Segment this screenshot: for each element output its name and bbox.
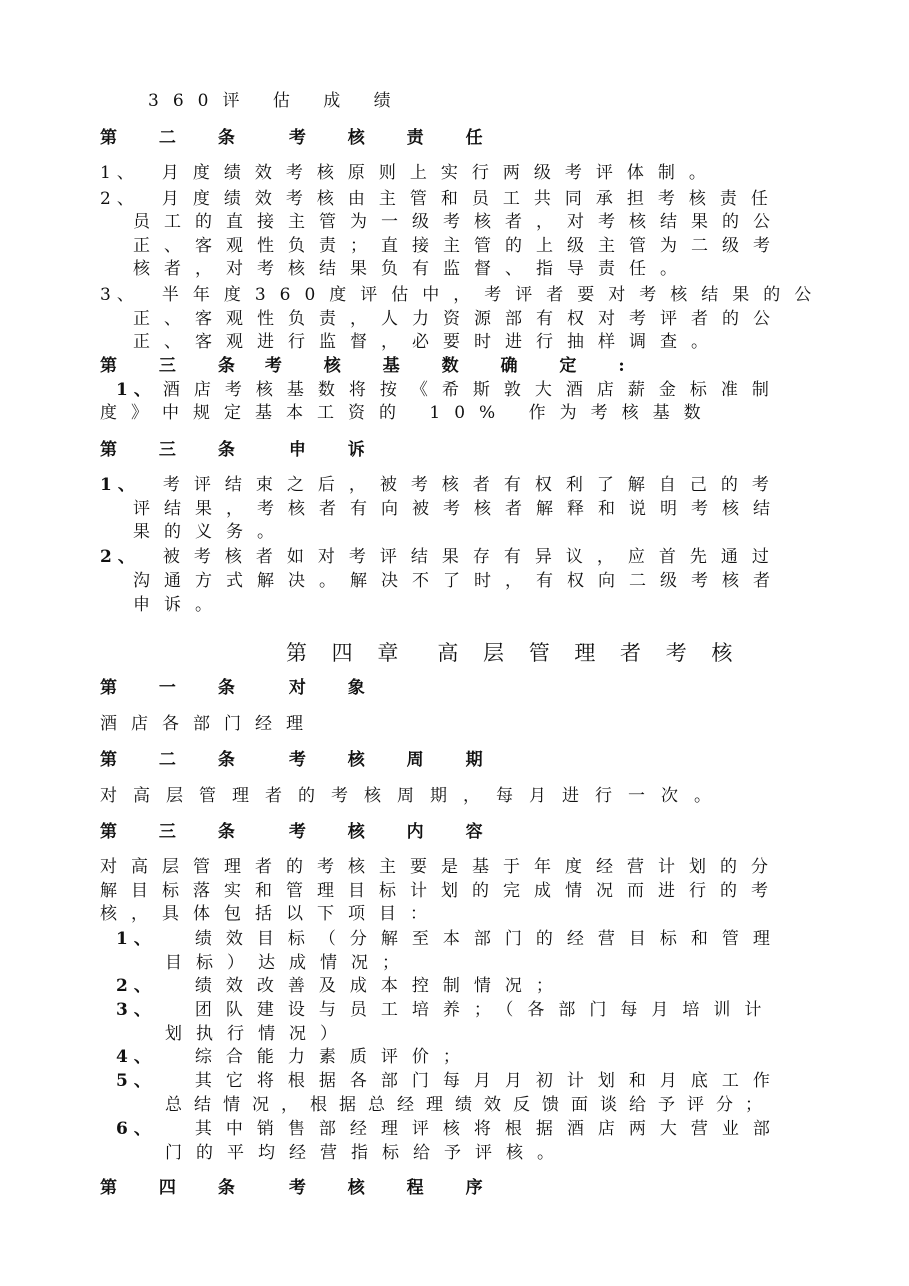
text-line (100, 854, 808, 880)
list-item (116, 926, 808, 952)
list-item (100, 160, 808, 186)
item-number: 4、 (116, 1047, 157, 1067)
article-number: 第 三 条 (100, 356, 253, 376)
text-line (133, 592, 808, 618)
article-title: 申 诉 (288, 440, 383, 460)
article-number: 第 二 条 (100, 128, 253, 148)
item-text: 被考核者如对考评结果存有异议，应首先通过 (162, 547, 783, 567)
list-item (116, 973, 808, 999)
chapter-heading (286, 638, 741, 668)
text-line (133, 519, 808, 545)
list-item (116, 1116, 808, 1142)
list-item (100, 472, 808, 498)
item-number: 3、 (116, 1000, 157, 1020)
article-title: 考 核 责 任 (288, 128, 501, 148)
text-span: 目标）达成情况； (165, 953, 413, 973)
article-title: 考 核 周 期 (288, 750, 501, 770)
article-heading (100, 819, 808, 845)
text-line (133, 209, 808, 235)
article-title: 考 核 内 容 (288, 822, 501, 842)
item-number: 1、 (116, 380, 157, 400)
article-heading (100, 437, 808, 463)
article-title: 考 核 程 序 (288, 1178, 501, 1198)
text-span: 员工的直接主管为一级考核者，对考核结果的公 (133, 212, 784, 232)
list-item (100, 282, 826, 308)
text-span: 正、客观进行监督，必要时进行抽样调查。 (133, 332, 722, 352)
text-line (100, 901, 808, 927)
article-number: 第 三 条 (100, 440, 253, 460)
text-span: 沟通方式解决。解决不了时，有权向二级考核者 (133, 571, 784, 591)
item-text: 月度绩效考核由主管和员工共同承担考核责任 (161, 189, 782, 209)
article-number: 第 二 条 (100, 750, 253, 770)
item-text: 综合能力素质评价； (194, 1047, 474, 1067)
text-span: 核，具体包括以下项目： (100, 904, 441, 924)
article-number: 第 一 条 (100, 678, 253, 698)
chapter-number: 第 四 章 (286, 641, 408, 665)
item-text: 半年度360度评估中，考评者要对考核结果的公 (161, 285, 826, 305)
text-line (148, 88, 856, 114)
text-span: 总结情况，根据总经理绩效反馈面谈给予评分； (165, 1095, 774, 1115)
item-text: 绩效目标（分解至本部门的经营目标和管理 (194, 929, 784, 949)
list-item (116, 1068, 808, 1094)
article-number: 第 四 条 (100, 1178, 253, 1198)
text-line (100, 400, 808, 426)
item-number: 3、 (100, 285, 140, 305)
text-line (165, 1140, 808, 1166)
item-text: 酒店考核基数将按《希斯敦大酒店薪金标准制 (162, 380, 783, 400)
text-span: 门的平均经营指标给予评核。 (165, 1143, 568, 1163)
text-span: 对高层管理者的考核周期，每月进行一次。 (100, 786, 727, 806)
article-title: 考 核 基 数 确 定 : (264, 356, 643, 376)
item-text: 其它将根据各部门每月月初计划和月底工作 (194, 1071, 784, 1091)
text-span: 360评 估 成 绩 (148, 91, 405, 111)
text-line (100, 711, 808, 737)
list-item (116, 997, 808, 1023)
text-span: 酒店各部门经理 (100, 714, 317, 734)
item-number: 6、 (116, 1119, 157, 1139)
list-item (100, 544, 808, 570)
text-span: 对高层管理者的考核主要是基于年度经营计划的分 (100, 857, 782, 877)
text-span: 度》中规定基本工资的 10% 作为考核基数 (100, 403, 715, 423)
article-heading (100, 1175, 808, 1201)
text-line (100, 783, 808, 809)
list-item (116, 1044, 808, 1070)
item-number: 2、 (100, 547, 141, 567)
text-line (133, 329, 808, 355)
article-heading (100, 675, 808, 701)
item-number: 5、 (116, 1071, 157, 1091)
item-text: 其中销售部经理评核将根据酒店两大营业部 (194, 1119, 784, 1139)
text-span: 划执行情况） (165, 1024, 351, 1044)
item-number: 2、 (116, 976, 157, 996)
item-text: 团队建设与员工培养；（各部门每月培训计 (194, 1000, 776, 1020)
chapter-title: 高 层 管 理 者 考 核 (437, 641, 742, 665)
text-span: 正、客观性负责，人力资源部有权对考评者的公 (133, 309, 784, 329)
text-line (133, 256, 808, 282)
item-number: 1、 (116, 929, 157, 949)
text-span: 果的义务。 (133, 522, 288, 542)
item-text: 月度绩效考核原则上实行两级考评体制。 (161, 163, 720, 183)
text-span: 解目标落实和管理目标计划的完成情况而进行的考 (100, 881, 782, 901)
article-heading (100, 747, 808, 773)
article-heading (100, 353, 808, 379)
item-number: 2、 (100, 189, 140, 209)
text-span: 正、客观性负责；直接主管的上级主管为二级考 (133, 236, 784, 256)
item-text: 考评结束之后，被考核者有权利了解自己的考 (162, 475, 783, 495)
article-number: 第 三 条 (100, 822, 253, 842)
item-number: 1、 (100, 475, 141, 495)
text-span: 核者，对考核结果负有监督、指导责任。 (133, 259, 691, 279)
article-heading (100, 125, 808, 151)
text-line (133, 568, 808, 594)
text-span: 申诉。 (133, 595, 226, 615)
text-span: 评结果，考核者有向被考核者解释和说明考核结 (133, 499, 784, 519)
item-number: 1、 (100, 163, 140, 183)
article-title: 对 象 (288, 678, 383, 698)
item-text: 绩效改善及成本控制情况； (194, 976, 567, 996)
text-line (165, 1092, 808, 1118)
